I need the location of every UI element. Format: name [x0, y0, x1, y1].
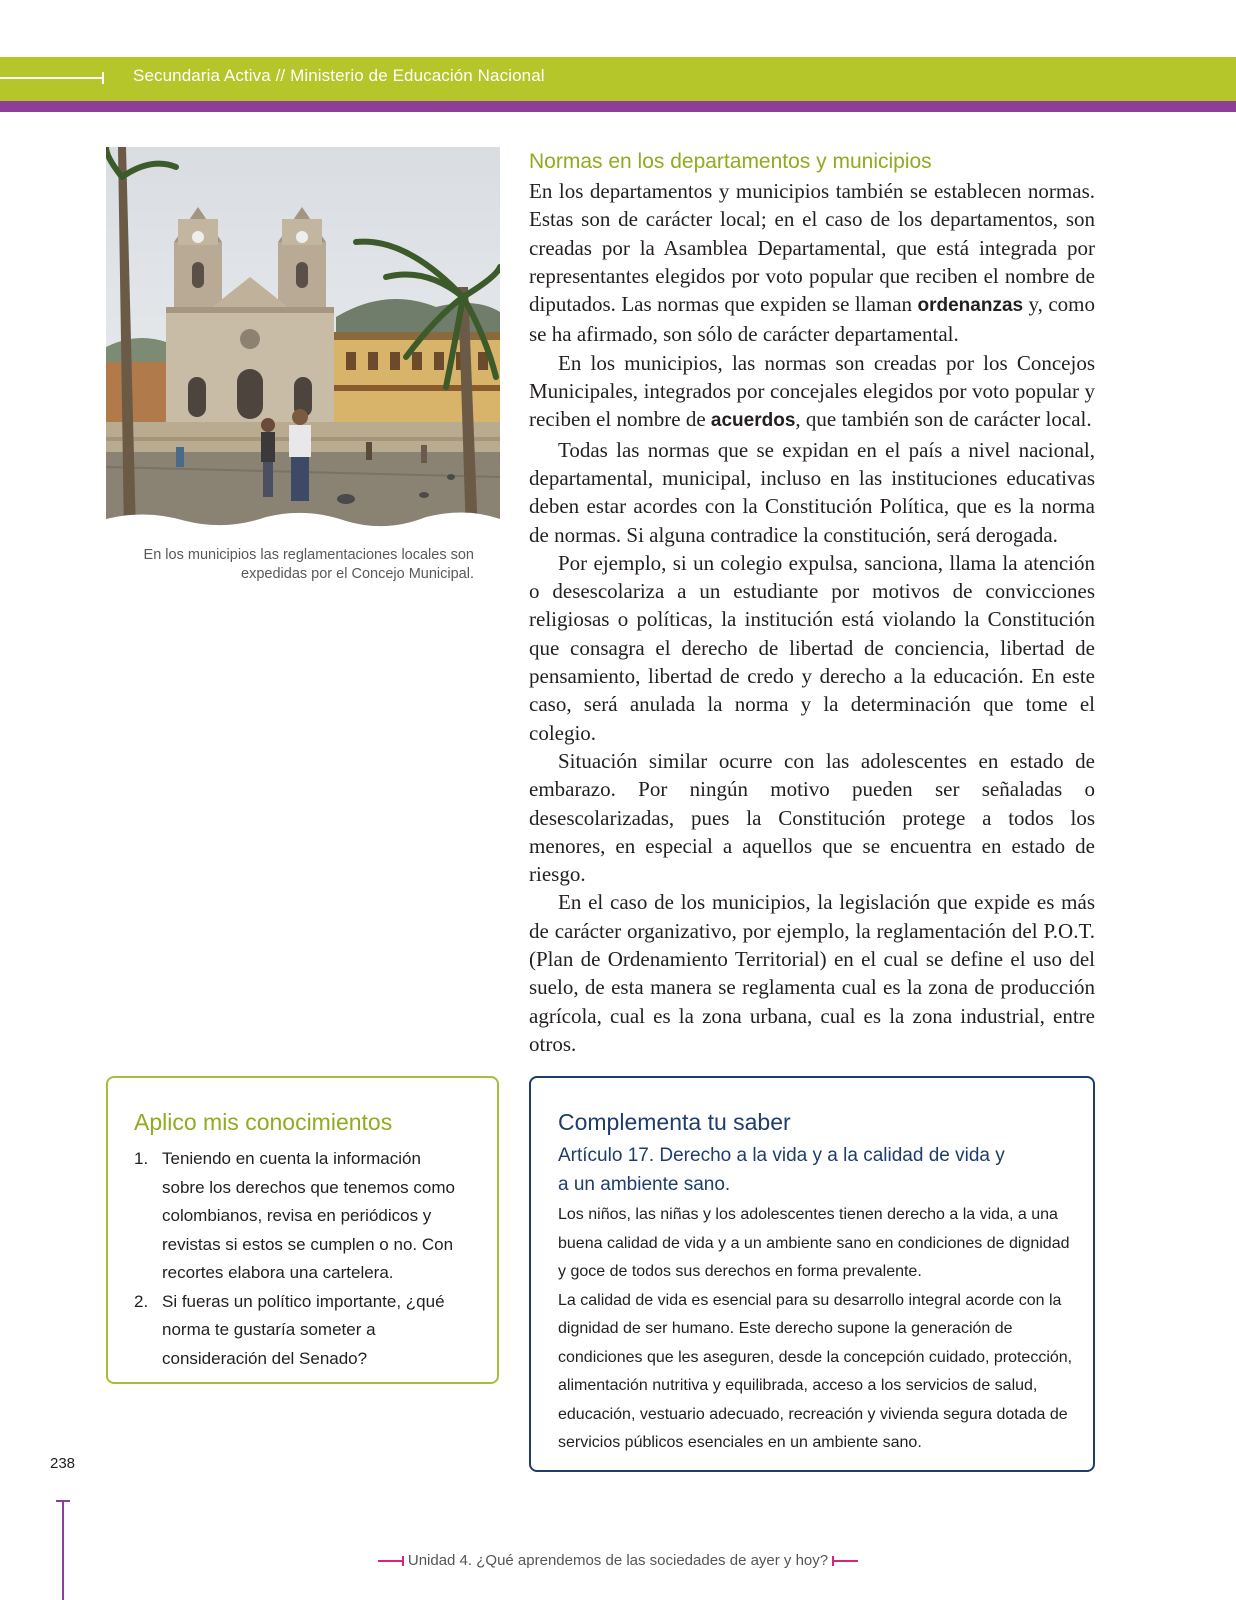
- page-number: 238: [50, 1455, 76, 1472]
- footer-rule-right: [834, 1560, 858, 1562]
- footer-text: Unidad 4. ¿Qué aprendemos de las sociedades de ayer y hoy?: [407, 1552, 829, 1569]
- article-paragraph: Todas las normas que se expidan en el país a nivel nacional, departamental, municipal, incluso en las instituciones educativas deben estar acordes con la Constitución Política, que es la norma de normas. Si alguna contradice la constitución, será derogada.: [529, 437, 1095, 547]
- photo-caption: En los municipios las reglamentaciones locales son expedidas por el Concejo Municipal.: [143, 547, 474, 582]
- term-ordenanzas: ordenanzas: [917, 295, 1024, 317]
- header-stripe: [0, 101, 1236, 112]
- complementa-subtitle: Artículo 17. Derecho a la vida y a la calidad de vida y a un ambiente sano.: [558, 1145, 1005, 1195]
- footer-rule-left: [378, 1560, 402, 1562]
- footer: [0, 1552, 1236, 1569]
- complementa-body: [558, 1201, 1078, 1458]
- footer-tick-left: [402, 1556, 404, 1566]
- complementa-paragraph: Los niños, las niñas y los adolescentes tienen derecho a la vida, a una buena calidad de vida y a un ambiente sano en condiciones de dignidad y goce de todos sus derechos en forma prevalente.: [558, 1206, 1070, 1280]
- article-paragraph: Por ejemplo, si un colegio expulsa, sanciona, llama la atención o desescolariza a un estudiante por motivos de convicciones religiosas o políticas, la institución está violando la Constitución que consagra el derecho de libertad de conciencia, libertad de pensamiento, libertad de credo y derecho a la educación. En este caso, será anulada la norma y la determinación que tome el colegio.: [529, 550, 1095, 745]
- list-item: 1. Teniendo en cuenta la información sobre los derechos que tenemos como colombianos, revisa en periódicos y revistas si estos se cumplen o no. Con recortes elabora una cartelera.: [134, 1149, 455, 1282]
- term-acuerdos: acuerdos: [710, 410, 796, 432]
- article: [529, 148, 1095, 1058]
- article-paragraph: En el caso de los municipios, la legislación que expide es más de carácter organizativo, por ejemplo, la reglamentación del P.O.T. (Plan de Ordenamiento Territorial) en el cual se define el uso del suelo, de esta manera se reglamenta cual es la zona de producción agrícola, cual es la zona urbana, cual es la zona industrial, entre otros.: [529, 890, 1095, 1056]
- article-title: Normas en los departamentos y municipios: [529, 150, 932, 173]
- aplico-box: [106, 1076, 499, 1384]
- article-paragraph: En los departamentos y municipios también se establecen normas. Estas son de carácter local; en el caso de los departamentos, son creadas por la Asamblea Departamental, que está integrada por representantes elegidos por voto popular que reciben el nombre de diputados. Las normas que expiden se llaman ordenanzas y, como se ha afirmado, son sólo de carácter departamental.: [529, 179, 1095, 347]
- complementa-paragraph: La calidad de vida es esencial para su desarrollo integral acorde con la dignidad de ser humano. Este derecho supone la generación de condiciones que les aseguren, desde la concepción cuidado, protección, alimentación nutritiva y equilibrada, acceso a los servicios de salud, educación, vestuario adecuado, recreación y vivienda segura dotada de servicios públicos esenciales en un ambiente sano.: [558, 1291, 1073, 1451]
- header-rule: [0, 77, 104, 79]
- aplico-title: Aplico mis conocimientos: [134, 1109, 393, 1135]
- complementa-box: [529, 1076, 1095, 1472]
- complementa-title: Complementa tu saber: [558, 1109, 791, 1135]
- church-illustration: [106, 147, 500, 535]
- article-paragraph: En los municipios, las normas son creadas por los Concejos Municipales, integrados por concejales elegidos por voto popular y reciben el nombre de acuerdos, que también son de carácter local.: [529, 350, 1095, 432]
- margin-rule: [62, 1500, 64, 1600]
- aplico-list: [134, 1145, 464, 1373]
- header-title: Secundaria Activa // Ministerio de Educación Nacional: [133, 66, 545, 85]
- list-item: 2. Si fueras un político importante, ¿qué norma te gustaría someter a consideración del Senado?: [134, 1291, 445, 1368]
- church-photo: [106, 147, 500, 535]
- article-paragraph: Situación similar ocurre con las adolescentes en estado de embarazo. Por ningún motivo pueden ser señaladas o desescolarizadas, pues la Constitución protege a todos los menores, en especial a aquellos que se encuentra en estado de riesgo.: [529, 748, 1095, 887]
- header-rule-tick: [102, 72, 104, 84]
